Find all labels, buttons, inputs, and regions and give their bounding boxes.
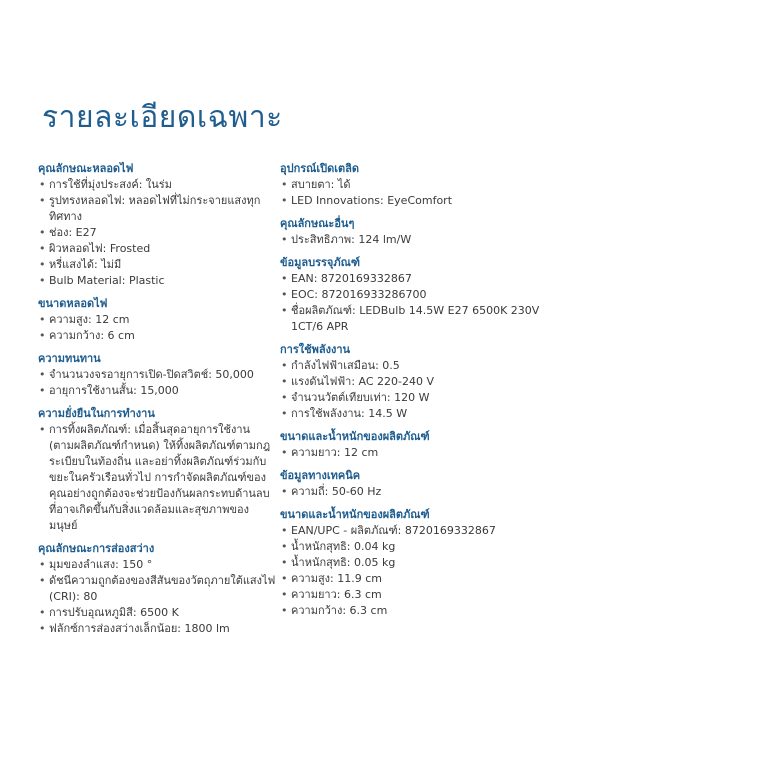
spec-item: • หรี่แสงได้: ไม่มี xyxy=(38,257,276,273)
spec-item: • EOC: 872016933286700 xyxy=(280,287,540,303)
spec-list xyxy=(280,358,540,422)
section-heading: คุณลักษณะหลอดไฟ xyxy=(38,162,134,175)
spec-item: • EAN/UPC - ผลิตภัณฑ์: 8720169332867 xyxy=(280,523,540,539)
spec-item: • ฟลักซ์การส่องสว่างเล็กน้อย: 1800 lm xyxy=(38,621,276,637)
spec-list xyxy=(280,271,540,335)
spec-item: • น้ำหนักสุทธิ: 0.05 kg xyxy=(280,555,540,571)
spec-item: • จำนวนวัตต์เทียบเท่า: 120 W xyxy=(280,390,540,406)
spec-item: • อายุการใช้งานสั้น: 15,000 xyxy=(38,383,276,399)
spec-item: • ประสิทธิภาพ: 124 lm/W xyxy=(280,232,540,248)
spec-item: • การทิ้งผลิตภัณฑ์: เมื่อสิ้นสุดอายุการใช้งาน (ตามผลิตภัณฑ์กำหนด) ให้ทิ้งผลิตภัณฑ์ตามกฎระเบียบในท้องถิ่น และอย่าทิ้งผลิตภัณฑ์ร่วมกับขยะในครัวเรือนทั่วไป การกำจัดผลิตภัณฑ์ของคุณอย่างถูกต้องจะช่วยป้องกันผลกระทบด้านลบที่อาจเกิดขึ้นกับสิ่งแวดล้อมและสุขภาพของมนุษย์ xyxy=(38,422,276,534)
spec-item: • ความกว้าง: 6.3 cm xyxy=(280,603,540,619)
spec-list xyxy=(38,557,276,637)
section-heading: ข้อมูลบรรจุภัณฑ์ xyxy=(280,256,360,269)
spec-item: • ความกว้าง: 6 cm xyxy=(38,328,276,344)
spec-list xyxy=(280,177,540,209)
section-packaged-size-weight xyxy=(280,508,540,619)
spec-item: • การปรับอุณหภูมิสี: 6500 K xyxy=(38,605,276,621)
spec-item: • ชื่อผลิตภัณฑ์: LEDBulb 14.5W E27 6500K 230V 1CT/6 APR xyxy=(280,303,540,335)
section-other-characteristics xyxy=(280,217,540,248)
section-packaging xyxy=(280,256,540,335)
section-heading: ความยั่งยืนในการทำงาน xyxy=(38,407,155,420)
spec-item: • การใช้พลังงาน: 14.5 W xyxy=(280,406,540,422)
section-heading: ข้อมูลทางเทคนิค xyxy=(280,469,361,482)
spec-list xyxy=(38,367,276,399)
spec-item: • การใช้ที่มุ่งประสงค์: ในร่ม xyxy=(38,177,276,193)
section-power-usage xyxy=(280,343,540,422)
section-heading: ขนาดและน้ำหนักของผลิตภัณฑ์ xyxy=(280,430,430,443)
spec-list xyxy=(38,312,276,344)
section-heading: คุณลักษณะการส่องสว่าง xyxy=(38,542,155,555)
section-heading: คุณลักษณะอื่นๆ xyxy=(280,217,355,230)
section-heading: การใช้พลังงาน xyxy=(280,343,351,356)
spec-list xyxy=(280,445,540,461)
section-sustainability xyxy=(38,407,276,534)
spec-item: • มุมของลำแสง: 150 ° xyxy=(38,557,276,573)
section-heading: อุปกรณ์เปิดเตลิด xyxy=(280,162,360,175)
spec-item: • กำลังไฟฟ้าเสมือน: 0.5 xyxy=(280,358,540,374)
section-heading: ความทนทาน xyxy=(38,352,101,365)
spec-item: • ความยาว: 6.3 cm xyxy=(280,587,540,603)
page-title: รายละเอียดเฉพาะ xyxy=(42,100,283,135)
spec-item: • สบายตา: ได้ xyxy=(280,177,540,193)
spec-list xyxy=(280,232,540,248)
spec-list xyxy=(38,422,276,534)
spec-item: • Bulb Material: Plastic xyxy=(38,273,276,289)
spec-item: • น้ำหนักสุทธิ: 0.04 kg xyxy=(280,539,540,555)
spec-item: • ความสูง: 11.9 cm xyxy=(280,571,540,587)
spec-item: • ความยาว: 12 cm xyxy=(280,445,540,461)
spec-item: • แรงดันไฟฟ้า: AC 220-240 V xyxy=(280,374,540,390)
section-product-size-weight xyxy=(280,430,540,461)
section-device xyxy=(280,162,540,209)
spec-item: • ช่อง: E27 xyxy=(38,225,276,241)
spec-item: • ผิวหลอดไฟ: Frosted xyxy=(38,241,276,257)
spec-list xyxy=(280,484,540,500)
section-bulb-dimensions xyxy=(38,297,276,344)
section-heading: ขนาดหลอดไฟ xyxy=(38,297,108,310)
section-lighting-characteristics xyxy=(38,542,276,637)
spec-item: • รูปทรงหลอดไฟ: หลอดไฟที่ไม่กระจายแสงทุกทิศทาง xyxy=(38,193,276,225)
spec-item: • ดัชนีความถูกต้องของสีสันของวัตถุภายใต้แสงไฟ (CRI): 80 xyxy=(38,573,276,605)
left-column xyxy=(38,162,276,645)
spec-item: • ความถี่: 50-60 Hz xyxy=(280,484,540,500)
right-column xyxy=(280,162,540,627)
section-technical-data xyxy=(280,469,540,500)
spec-item: • ความสูง: 12 cm xyxy=(38,312,276,328)
section-durability xyxy=(38,352,276,399)
spec-item: • จำนวนวงจรอายุการเปิด-ปิดสวิตช์: 50,000 xyxy=(38,367,276,383)
spec-item: • EAN: 8720169332867 xyxy=(280,271,540,287)
section-heading: ขนาดและน้ำหนักของผลิตภัณฑ์ xyxy=(280,508,430,521)
section-bulb-characteristics xyxy=(38,162,276,289)
spec-list xyxy=(280,523,540,619)
spec-list xyxy=(38,177,276,289)
spec-item: • LED Innovations: EyeComfort xyxy=(280,193,540,209)
